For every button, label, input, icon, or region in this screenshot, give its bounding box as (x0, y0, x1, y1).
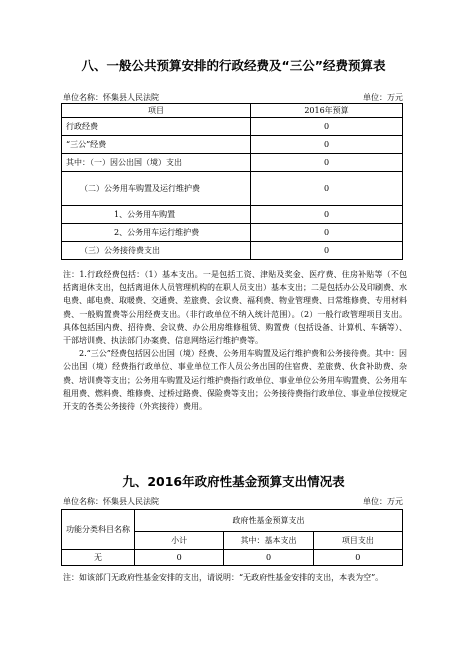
table-row (62, 118, 403, 136)
row-label: 2、公务用车运行维护费 (62, 224, 251, 242)
row-label: 行政经费 (62, 118, 251, 136)
table-row (62, 242, 403, 260)
note-paragraph-2: 2.“三公”经费包括因公出国（境）经费、公务用车购置及运行维护费和公务接待费。其中：因公出国（境）经费指行政单位、事业单位工作人员公务出国的住宿费、差旅费、伙食补助费、杂费、培训费等支出；公务用车购置及运行维护费指行政单位、事业单位公务用车购置费、公务用车租用费、燃料费、维修费、过桥过路费、保险费等支出；公务接待费指行政单位、事业单位按规定开支的各类公务接待（外宾接待）费用。 (63, 349, 407, 412)
row-label: （三）公务接待费支出 (62, 242, 251, 260)
row-label: “三公”经费 (62, 136, 251, 154)
section8-unit-name: 单位名称：怀集县人民法院 (63, 93, 159, 102)
row-label: 其中：（一）因公出国（境）支出 (62, 154, 251, 172)
row-subtotal: 0 (135, 550, 224, 566)
header-budget: 2016年预算 (251, 104, 403, 118)
section9-note: 注：如该部门无政府性基金安排的支出，请说明：“无政府性基金安排的支出，本表为空”。 (63, 573, 384, 582)
admin-expense-table (61, 103, 403, 260)
table-header-row (62, 510, 403, 532)
section9-unit-name: 单位名称：怀集县人民法院 (63, 497, 159, 506)
row-category: 无 (62, 550, 135, 566)
section8-unit-row (63, 92, 403, 103)
table-row (62, 224, 403, 242)
row-basic: 0 (224, 550, 313, 566)
note-paragraph-1: 注：1.行政经费包括：（1）基本支出。一是包括工资、津贴及奖金、医疗费、住房补贴等（不包括离退休支出，包括离退休人员管理机构的在职人员支出）基本支出；二是包括办公及印刷费、水电费、邮电费、取暖费、交通费、差旅费、会议费、福利费、物业管理费、日常维修费、专用材料费、一般购置费等公用经费支出。（非行政单位不纳入统计范围）。（2）一般行政管理项目支出。具体包括国内费、招待费、会议费、办公用房维修租赁、购置费（包括设备、计算机、车辆等）、干部培训费、执法部门办案费、信息网络运行维护费等。 (63, 270, 407, 346)
table-header-row (62, 104, 403, 118)
row-value: 0 (251, 172, 403, 206)
header-basic: 其中：基本支出 (224, 532, 313, 550)
row-label: （二）公务用车购置及运行维护费 (62, 172, 251, 206)
table-row (62, 136, 403, 154)
row-value: 0 (251, 206, 403, 224)
table-row (62, 206, 403, 224)
row-value: 0 (251, 154, 403, 172)
section9-unit: 单位：万元 (363, 497, 403, 506)
row-value: 0 (251, 136, 403, 154)
section9-unit-row (63, 496, 403, 507)
section9-title: 九、2016年政府性基金预算支出情况表 (122, 474, 345, 489)
header-project: 项目支出 (313, 532, 402, 550)
row-value: 0 (251, 242, 403, 260)
section8-unit: 单位：万元 (363, 93, 403, 102)
row-value: 0 (251, 118, 403, 136)
header-group: 政府性基金预算支出 (135, 510, 403, 532)
header-category: 功能分类科目名称 (62, 510, 135, 550)
row-label: 1、公务用车购置 (62, 206, 251, 224)
table-row (62, 172, 403, 206)
table-row (62, 154, 403, 172)
header-subtotal: 小计 (135, 532, 224, 550)
section8-title: 八、一般公共预算安排的行政经费及“三公”经费预算表 (81, 58, 386, 73)
section8-notes (63, 268, 407, 413)
header-item: 项目 (62, 104, 251, 118)
row-value: 0 (251, 224, 403, 242)
row-project: 0 (313, 550, 402, 566)
table-row (62, 550, 403, 566)
fund-budget-table (61, 509, 403, 566)
